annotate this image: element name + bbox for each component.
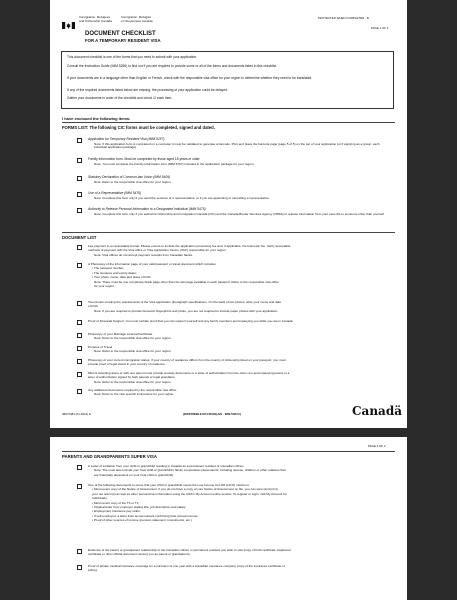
document-text: Photocopy of your current immigration status, if your country of residence differs from the country of citizenship listed on your passport, you must — [88, 358, 286, 362]
document-item — [88, 263, 279, 289]
document-note: Note: If you are required to provide biometric fingerprints and photo, you are not required to include paper photos with your application. — [94, 308, 279, 313]
document-text: certificate or other official document naming you as parent or grandparent). — [88, 552, 191, 557]
super-visa-heading: PARENTS AND GRANDPARENTS SUPER VISA — [62, 454, 157, 459]
document-text: Proof of Financial Support. You must include proof that you can support yourself and any family members accompanying you while you are in Canada. — [88, 319, 294, 323]
document-note: Note: Refer to the responsible visa office for your region. — [94, 336, 172, 341]
document-note: Note: The must also include your host child or grandchild's family composition (dependents, including spouse, children or other relatives that — [94, 468, 286, 473]
document-bullet: • If self-employed, a letter from an accountant confirming their annual income; — [92, 513, 199, 518]
document-item — [88, 465, 286, 478]
document-text: policy). — [88, 568, 98, 573]
form-item — [88, 158, 393, 167]
checkbox-minors-custody[interactable] — [77, 372, 82, 377]
document-bullet: • The issuance and expiry dates; — [92, 270, 137, 275]
document-text: A Letter of invitation from your child or grandchild residing in Canada as a permanent resident or Canadian citizen. — [88, 464, 245, 468]
divider — [62, 122, 395, 123]
checklist-page-1 — [50, 0, 407, 428]
document-item — [88, 359, 286, 368]
checkbox-relationship-evidence[interactable] — [77, 549, 82, 554]
document-text: Fee payment in an acceptable format. Please ensure to include the application processing fee and, if applicable, the biometric fee. Verify acceptable — [88, 244, 291, 248]
document-text: Purpose of Travel — [88, 345, 113, 349]
form-title: Use of a Representative (IMM 5476) — [88, 191, 142, 195]
document-bullet: your tax return(s) as well as other personal tax information using the CRA's My Account online service. To register or login, visit My Account for — [92, 491, 287, 496]
document-item — [88, 549, 291, 558]
form-item — [88, 192, 393, 201]
divider — [62, 451, 395, 452]
document-list-heading: DOCUMENT LIST — [62, 235, 97, 240]
intro-line: If your documents are in a language other than English or French, check with the responsible visa office for your region to determine whether they need to be translated. — [67, 76, 313, 80]
checkbox-purpose-of-travel[interactable] — [77, 346, 82, 351]
dept-en-line2: and Citizenship Canada — [79, 19, 112, 23]
protected-label: PROTECTED WHEN COMPLETED - B — [318, 16, 369, 20]
form-note: Note: Complete this form only if you authorize Citizenship and Immigration Canada (CIC) and the Canada Border Services Agency (CBSA) to release information from your case file to someone other than yourself. — [94, 211, 385, 216]
document-text: Minors travelling alone or with one parent must provide custody documents or a letter of authorization from the other non accompanying parent or a — [88, 371, 290, 375]
document-text: provide proof of legal status in your country of residence. — [88, 362, 166, 367]
checkbox-form-trv-application[interactable] — [77, 138, 82, 143]
checkbox-marriage-license[interactable] — [77, 333, 82, 338]
form-code: IMM 5484 (01-2016) E — [62, 412, 91, 416]
document-item — [88, 301, 281, 314]
document-note: Note: Refer to the visa specific instructions for your region. — [94, 392, 175, 397]
document-note: Note: Refer to the responsible visa office for your region. — [94, 379, 172, 384]
checkbox-passport-copy[interactable] — [77, 263, 82, 268]
document-text: Two photos meeting the requirements of the Visa application photograph specifications. On the back of two photos, write your name and date — [88, 300, 282, 304]
intro-line: Consult the Instruction Guide (IMM 5256) to find out if you are required to provide some or all of the forms and documents listed in this checklist. — [67, 64, 278, 68]
document-text: One of the following documents to prove that your child or grandchild meets the Low Income Cut-Off (LICO) minimum: — [88, 483, 250, 487]
dept-fr-line2: et Citoyenneté Canada — [121, 19, 153, 23]
checkbox-two-photos[interactable] — [77, 301, 82, 306]
divider — [62, 232, 395, 233]
document-title: DOCUMENT CHECKLIST — [85, 31, 156, 37]
dept-en-line1: Immigration, Refugees — [79, 15, 111, 19]
intro-line: This document checklist is one of the forms that you need to submit with your application. — [67, 55, 198, 59]
intro-line: Gather your documents in order of the checklist and check ☑ each item. — [67, 96, 173, 100]
document-note: Note: Refer to the responsible visa office for your region. — [94, 349, 172, 354]
form-note: Note: Complete this form only if you used the services of a representative, or if you are appointing or cancelling a representative. — [94, 195, 270, 200]
checkbox-fee-payment[interactable] — [77, 245, 82, 250]
document-bullet: • Your photo, name, date and place of birth. — [92, 275, 152, 280]
document-bullet: • Original letter from employer stating title, job description and salary; — [92, 504, 187, 509]
document-bullet: • Employment Insurance pay stubs; — [92, 509, 141, 514]
document-bullet: • The passport number; — [92, 266, 125, 271]
checkbox-additional-documents[interactable] — [77, 389, 82, 394]
form-note: Note: Refer to the responsible visa office for your region. — [94, 179, 172, 184]
document-text: Evidence of the parent or grandparent relationship to the Canadian citizen or permanent resident you wish to visit (copy of birth certificate, baptismal — [88, 548, 291, 552]
document-text: methods of payment with the Visa office or Visa Application Centre (VAC) responsible for your region. — [88, 248, 227, 253]
checkbox-financial-support[interactable] — [77, 320, 82, 325]
document-item — [88, 346, 171, 355]
page-number: PAGE 1 OF 2 — [371, 26, 389, 30]
form-title: Family Information form. Must be completed by those aged 18 years or older. — [88, 157, 201, 161]
document-bullet: • Proof of other sources of income (pension statement, investments, etc.) — [92, 518, 192, 523]
document-item — [88, 245, 290, 258]
intro-line: If any of the required documents listed below are missing, the processing of your application could be delayed. — [67, 88, 228, 92]
forms-heading: FORMS LIST: The following CIC forms must be completed, signed and dated. — [62, 125, 215, 130]
checklist-page-2 — [50, 437, 407, 600]
document-text: Any additional documents required by the responsible visa office. — [88, 388, 178, 392]
document-bullet: Individuals; — [92, 496, 108, 501]
document-item — [88, 372, 289, 385]
form-item — [88, 208, 393, 218]
document-text: letter of authorization signed by both parents or legal guardians. — [88, 375, 176, 380]
document-item — [88, 484, 287, 524]
form-title: Application for Temporary Resident Visa (IMM 5257) — [88, 137, 165, 141]
canada-flag-icon — [62, 16, 75, 23]
document-item — [88, 333, 171, 342]
page-number: PAGE 2 OF 2 — [368, 444, 386, 448]
document-text: Proof of private medical insurance coverage for a minimum of one year with a Canadian insurance company (copy of the insurance certificate or — [88, 564, 285, 568]
document-text: Photocopy of your Marriage License/Certificate — [88, 332, 153, 336]
document-note: Note: There must be one completely blank page other than the last page available in each passport. Refer to the responsible visa office — [94, 279, 279, 284]
checkbox-medical-insurance[interactable] — [77, 565, 82, 570]
canada-wordmark: Canadä — [352, 404, 402, 418]
french-version-note: (DISPONIBLE EN FRANÇAIS - IMM 5484 F) — [183, 412, 242, 416]
intro-box — [61, 51, 394, 109]
document-item — [88, 320, 294, 324]
document-note: are financially dependent on your host child or grandchild). — [94, 472, 175, 477]
form-item — [88, 176, 393, 185]
document-note: Note: Visa offices do not accept payment receipts from Canadian banks. — [94, 252, 193, 257]
checkbox-letter-of-invitation[interactable] — [77, 465, 82, 470]
checkbox-form-representative[interactable] — [77, 192, 82, 197]
document-item — [88, 389, 177, 398]
form-title: Statutory Declaration of Common-law Union (IMM 5409) — [88, 175, 171, 179]
checkbox-form-release-information[interactable] — [77, 208, 82, 213]
checkbox-form-common-law[interactable] — [77, 176, 82, 181]
document-bullet: • Most recent copy of the T4 or T1; — [92, 500, 140, 505]
document-text: of birth. — [88, 304, 99, 309]
form-item — [88, 138, 393, 151]
document-subtitle: FOR A TEMPORARY RESIDENT VISA — [85, 38, 161, 43]
dept-fr-line1: Immigration, Réfugiés — [121, 15, 152, 19]
form-note: Note: If this application form is completed on a computer it must be validated to generate a barcode. Print and place the barcode page (page 5 of 5) on the top of your application (or if applying as a group, each individual application package). — [94, 141, 380, 150]
checkbox-lico-proof[interactable] — [77, 484, 82, 489]
form-title: Authority to Release Personal Information to a Designated Individual (IMM 5475) — [88, 207, 206, 211]
enclosed-label: I have enclosed the following items: — [62, 116, 131, 121]
checkbox-immigration-status[interactable] — [77, 359, 82, 364]
checkbox-form-family-information[interactable] — [77, 158, 82, 163]
document-item — [88, 565, 285, 574]
document-text: A Photocopy of the information page of your valid passport or travel document which includes: — [88, 262, 217, 266]
document-bullet: • Most recent copy of the Notice of Assessment. If you do not have a copy of your Notice of Assessment on file, you can view (and print) — [92, 487, 278, 492]
form-note: Note: You must complete the Family Information form (IMM 5707) included in the application package for your region. — [94, 161, 255, 166]
document-note: for your region. — [94, 283, 115, 288]
